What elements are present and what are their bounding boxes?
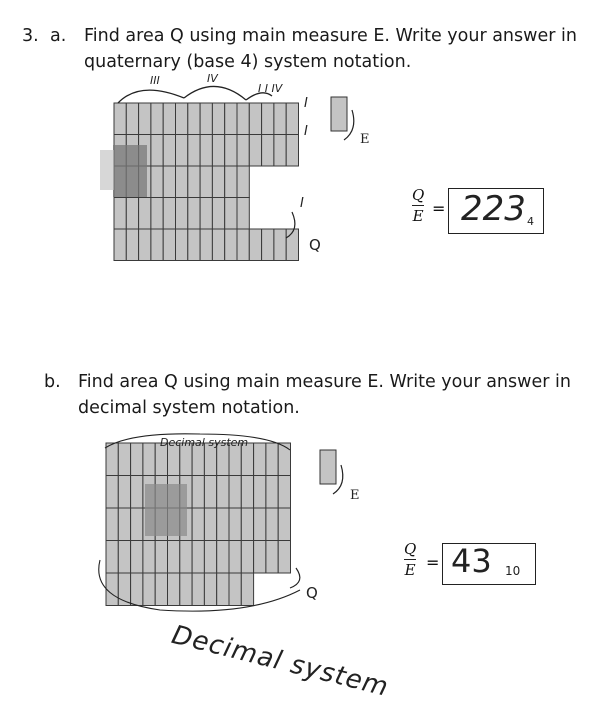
grid-cell	[204, 541, 216, 574]
grid-cell	[131, 508, 143, 541]
grid-cell	[262, 135, 274, 167]
grid-cell	[155, 573, 167, 606]
answer-box-a[interactable]	[448, 188, 544, 234]
smudge-a	[113, 145, 147, 197]
grid-cell	[192, 476, 204, 509]
grid-cell	[266, 508, 278, 541]
area-q-grid-b	[106, 443, 291, 606]
grid-cell	[229, 476, 241, 509]
answer-value-b: 43	[451, 542, 492, 580]
grid-cell	[106, 476, 118, 509]
grid-cell	[217, 573, 229, 606]
grid-cell	[118, 476, 130, 509]
grid-cell	[266, 443, 278, 476]
handwritten-note-a3: I I IV	[258, 82, 283, 95]
grid-cell	[126, 198, 138, 230]
equals-a: =	[432, 199, 446, 218]
grid-cell	[151, 198, 163, 230]
region-label-q-a: Q	[309, 236, 321, 254]
problem-b-letter: b.	[44, 372, 61, 392]
grid-cell	[200, 135, 212, 167]
grid-cell	[254, 476, 266, 509]
grid-cell	[204, 476, 216, 509]
fraction-num-b: Q	[404, 540, 417, 558]
grid-cell	[180, 573, 192, 606]
handwritten-note-b: Decimal system	[160, 436, 249, 449]
grid-cell	[237, 166, 249, 198]
grid-cell	[168, 573, 180, 606]
grid-cell	[241, 476, 253, 509]
grid-cell	[163, 229, 175, 261]
grid-cell	[249, 229, 261, 261]
answer-base-b: 10	[505, 564, 521, 578]
grid-cell	[225, 135, 237, 167]
grid-cell	[151, 229, 163, 261]
grid-cell	[217, 508, 229, 541]
grid-cell	[212, 166, 224, 198]
problem-b-line1: Find area Q using main measure E. Write your answer in	[78, 372, 571, 392]
brace-arc-a3	[246, 93, 272, 100]
grid-cell	[237, 135, 249, 167]
tally-mark-row1: I	[304, 96, 308, 111]
grid-cell	[278, 541, 290, 574]
grid-cell	[176, 103, 188, 135]
fraction-q-over-e-a	[412, 186, 424, 225]
grid-cell	[278, 508, 290, 541]
grid-cell	[254, 508, 266, 541]
grid-cell	[176, 135, 188, 167]
grid-cell	[118, 443, 130, 476]
grid-cell	[163, 135, 175, 167]
grid-cell	[139, 198, 151, 230]
grid-cell	[188, 166, 200, 198]
grid-cell	[225, 229, 237, 261]
fraction-bar-a	[412, 205, 424, 206]
equals-b: =	[426, 553, 440, 572]
grid-cell	[274, 103, 286, 135]
grid-cell	[241, 541, 253, 574]
grid-cell	[118, 508, 130, 541]
grid-cell	[204, 573, 216, 606]
tally-mark-row2: I	[304, 124, 308, 139]
grid-cell	[249, 103, 261, 135]
grid-cell	[151, 135, 163, 167]
grid-cell	[278, 443, 290, 476]
grid-cell	[176, 166, 188, 198]
grid-cell	[254, 443, 266, 476]
grid-cell	[131, 476, 143, 509]
grid-cell	[126, 229, 138, 261]
brace-arc-a1	[118, 90, 184, 103]
grid-cell	[262, 103, 274, 135]
grid-cell	[106, 508, 118, 541]
grid-cell	[143, 573, 155, 606]
grid-cell	[241, 508, 253, 541]
grid-cell	[106, 443, 118, 476]
grid-cell	[200, 198, 212, 230]
unit-label-e-a: E	[360, 132, 370, 147]
grid-cell	[229, 541, 241, 574]
answer-base-a: 4	[527, 215, 534, 228]
grid-cell	[212, 135, 224, 167]
grid-cell	[188, 135, 200, 167]
grid-cell	[163, 198, 175, 230]
fraction-num-a: Q	[412, 186, 425, 204]
grid-cell	[200, 103, 212, 135]
problem-number: 3.	[22, 26, 39, 46]
grid-cell	[278, 476, 290, 509]
unit-measure-e-a	[331, 97, 347, 131]
grid-cell	[163, 166, 175, 198]
grid-cell	[131, 573, 143, 606]
grid-cell	[176, 229, 188, 261]
unit-measure-e-b	[320, 450, 336, 484]
grid-cell	[200, 229, 212, 261]
grid-cell	[274, 229, 286, 261]
grid-cell	[131, 443, 143, 476]
grid-cell	[225, 103, 237, 135]
grid-cell	[212, 103, 224, 135]
grid-cell	[225, 166, 237, 198]
grid-cell	[286, 229, 298, 261]
problem-a-line2: quaternary (base 4) system notation.	[84, 52, 412, 72]
grid-cell	[217, 476, 229, 509]
fraction-den-b: E	[404, 561, 416, 579]
grid-cell	[249, 135, 261, 167]
grid-cell	[114, 198, 126, 230]
grid-cell	[192, 508, 204, 541]
grid-cell	[188, 229, 200, 261]
grid-cell	[204, 508, 216, 541]
grid-cell	[106, 541, 118, 574]
handwritten-note-a2: IV	[207, 72, 218, 85]
grid-cell	[168, 541, 180, 574]
grid-cell	[241, 573, 253, 606]
grid-cell	[286, 103, 298, 135]
grid-cell	[131, 541, 143, 574]
grid-cell	[143, 443, 155, 476]
grid-cell	[192, 541, 204, 574]
problem-a-letter: a.	[50, 26, 67, 46]
grid-cell	[217, 541, 229, 574]
grid-cell	[266, 476, 278, 509]
region-label-q-b: Q	[306, 584, 318, 602]
grid-cell	[200, 166, 212, 198]
grid-cell	[151, 166, 163, 198]
problem-b-line2: decimal system notation.	[78, 398, 300, 418]
grid-cell	[262, 229, 274, 261]
fraction-bar-b	[404, 559, 416, 560]
grid-cell	[254, 541, 266, 574]
grid-cell	[176, 198, 188, 230]
grid-cell	[212, 229, 224, 261]
grid-cell	[106, 573, 118, 606]
grid-cell	[229, 508, 241, 541]
grid-cell	[192, 573, 204, 606]
answer-value-a: 223	[461, 189, 526, 229]
bottom-scrawl-decimal-system: Decimal system	[168, 620, 392, 703]
grid-cell	[237, 229, 249, 261]
grid-cell	[274, 135, 286, 167]
smudge-b	[145, 484, 187, 536]
grid-cell	[163, 103, 175, 135]
smudge-a-edge	[100, 150, 114, 190]
grid-cell	[229, 573, 241, 606]
grid-cell	[237, 103, 249, 135]
grid-cell	[114, 229, 126, 261]
grid-cell	[188, 198, 200, 230]
grid-cell	[212, 198, 224, 230]
grid-cell	[118, 541, 130, 574]
tally-mark-row5: I	[300, 196, 304, 211]
grid-cell	[114, 103, 126, 135]
grid-cell	[143, 541, 155, 574]
grid-cell	[139, 103, 151, 135]
grid-cell	[180, 541, 192, 574]
grid-cell	[237, 198, 249, 230]
unit-label-e-b: E	[350, 488, 360, 503]
fraction-den-a: E	[412, 207, 424, 225]
grid-cell	[139, 229, 151, 261]
grid-cell	[266, 541, 278, 574]
q-pointer-b	[290, 568, 300, 588]
brace-arc-a2	[184, 86, 246, 100]
grid-cell	[155, 541, 167, 574]
grid-cell	[225, 198, 237, 230]
grid-cell	[151, 103, 163, 135]
problem-a-line1: Find area Q using main measure E. Write your answer in	[84, 26, 577, 46]
handwritten-note-a1: III	[150, 74, 160, 87]
grid-cell	[286, 135, 298, 167]
fraction-q-over-e-b	[404, 540, 416, 579]
grid-cell	[188, 103, 200, 135]
answer-box-b[interactable]	[442, 543, 536, 585]
grid-cell	[126, 103, 138, 135]
